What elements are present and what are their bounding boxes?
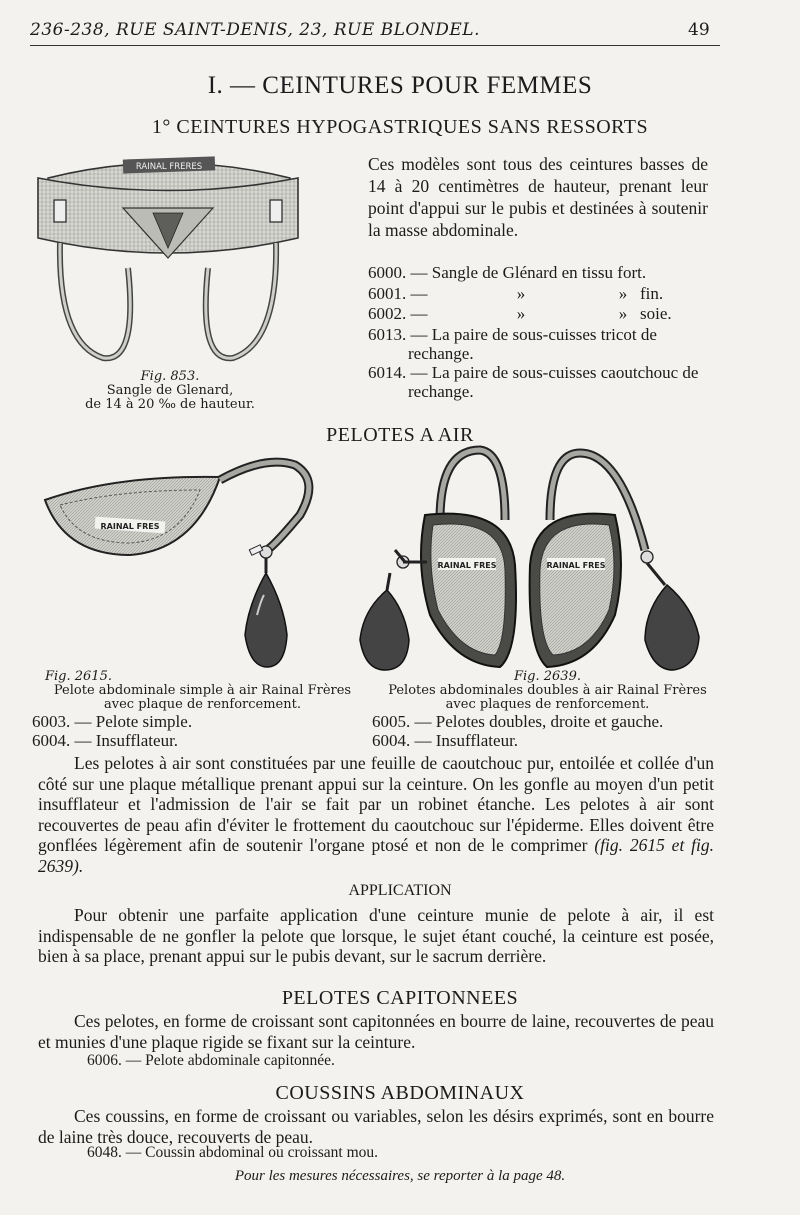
application-text: Pour obtenir une parfaite application d'une ceinture munie de pelote à air, il est indispensable de ne gonfler la pelote que lorsque, le sujet étant couché, la ceinture est posée, bien à sa place, prenant appui sur le pubis devant, sur le sacrum derrière. xyxy=(38,905,714,966)
capitonnees-text: Ces pelotes, en forme de croissant sont capitonnées en bourre de laine, recouvertes de peau et munies d'une plaque rigide se fixant sur la ceinture. xyxy=(38,1011,714,1052)
belt-item-list xyxy=(368,263,713,401)
left-pad-brand-label: RAINAL FRES xyxy=(437,561,497,570)
list-item: 6003. — Pelote simple. xyxy=(32,712,193,731)
fig-2615-number: Fig. 2615. xyxy=(45,669,112,684)
application-title: APPLICATION xyxy=(348,882,452,899)
fig-2615-caption-line2: avec plaque de renforcement. xyxy=(104,697,301,712)
header-rule xyxy=(30,45,720,46)
fig-2639-double-pads-illustration xyxy=(335,445,720,675)
single-pad-brand-label: RAINAL FRES xyxy=(100,522,160,531)
air-item-list-right xyxy=(372,712,732,750)
fig-2615-caption xyxy=(25,670,380,712)
list-item: 6002. — » » soie. xyxy=(368,304,672,323)
section-title: I. — CEINTURES POUR FEMMES xyxy=(207,72,593,99)
list-item: 6004. — Insufflateur. xyxy=(372,731,519,750)
fig-853-number: Fig. 853. xyxy=(140,369,200,384)
fig-2639-caption-line1: Pelotes abdominales doubles à air Rainal Frères xyxy=(388,683,707,698)
page-number: 49 xyxy=(688,20,710,40)
fig-2639-caption xyxy=(360,670,735,712)
fig-853-caption-line1: Sangle de Glenard, xyxy=(106,383,234,398)
air-item-list-left xyxy=(32,712,362,750)
belt-brand-label: RAINAL FRERES xyxy=(135,162,203,172)
fig-853-caption-line2: de 14 à 20 ‰ de hauteur. xyxy=(85,397,255,412)
figure-reference: (fig. 2615 et fig. 2639). xyxy=(38,835,714,876)
fig-2639-number: Fig. 2639. xyxy=(514,669,581,684)
coussins-title: COUSSINS ABDOMINAUX xyxy=(275,1082,525,1104)
fig-853-caption xyxy=(20,370,320,412)
capitonnees-item: 6006. — Pelote abdominale capitonnée. xyxy=(87,1052,335,1069)
fig-2639-caption-line2: avec plaques de renforcement. xyxy=(445,697,650,712)
fig-2615-single-pad-illustration xyxy=(35,455,360,675)
capitonnees-title: PELOTES CAPITONNEES xyxy=(281,987,519,1009)
list-item: 6005. — Pelotes doubles, droite et gauche. xyxy=(372,712,664,731)
footer-note: Pour les mesures nécessaires, se reporter à la page 48. xyxy=(234,1168,566,1184)
list-item: 6001. — » » fin. xyxy=(368,284,664,303)
right-pad-brand-label: RAINAL FRES xyxy=(546,561,606,570)
list-item: 6013. — La paire de sous-cuisses tricot de rechange. xyxy=(368,325,657,363)
list-item: 6004. — Insufflateur. xyxy=(32,731,179,750)
list-item: 6014. — La paire de sous-cuisses caoutchouc de rechange. xyxy=(368,363,699,401)
fig-853-belt-illustration xyxy=(28,148,308,368)
list-item: 6000. — Sangle de Glénard en tissu fort. xyxy=(368,263,647,282)
fig-2615-caption-line1: Pelote abdominale simple à air Rainal Frères xyxy=(53,683,352,698)
running-header-address: 236-238, RUE SAINT-DENIS, 23, RUE BLONDEL. xyxy=(30,20,480,40)
coussins-text: Ces coussins, en forme de croissant ou variables, selon les désirs exprimés, sont en bourre de laine très douce, recouverts de peau. xyxy=(38,1106,714,1147)
subsection-title: 1° CEINTURES HYPOGASTRIQUES SANS RESSORTS xyxy=(151,116,649,138)
air-pads-description: Les pelotes à air sont constituées par une feuille de caoutchouc pur, entoilée et collée d'un côté sur une plaque métallique prenant appui sur la ceinture. On les gonfle au moyen d'un petit insufflateur et l'admission de l'air se fait par un robinet étanche. Les pelotes à air sont recouvertes de peau afin d'éviter le frottement du caoutchouc sur l'épiderme. Elles doivent être gonflées légèrement afin de soutenir l'organe ptosé et non de le comprimer (fig. 2615 et fig. 2639). xyxy=(38,753,714,876)
belt-intro-text: Ces modèles sont tous des ceintures basses de 14 à 20 centimètres de hauteur, prenant leur point d'appui sur le pubis et destinées à soutenir la masse abdominale. xyxy=(368,154,708,240)
coussins-item: 6048. — Coussin abdominal ou croissant mou. xyxy=(87,1144,379,1161)
pelotes-air-title: PELOTES A AIR xyxy=(326,424,474,446)
